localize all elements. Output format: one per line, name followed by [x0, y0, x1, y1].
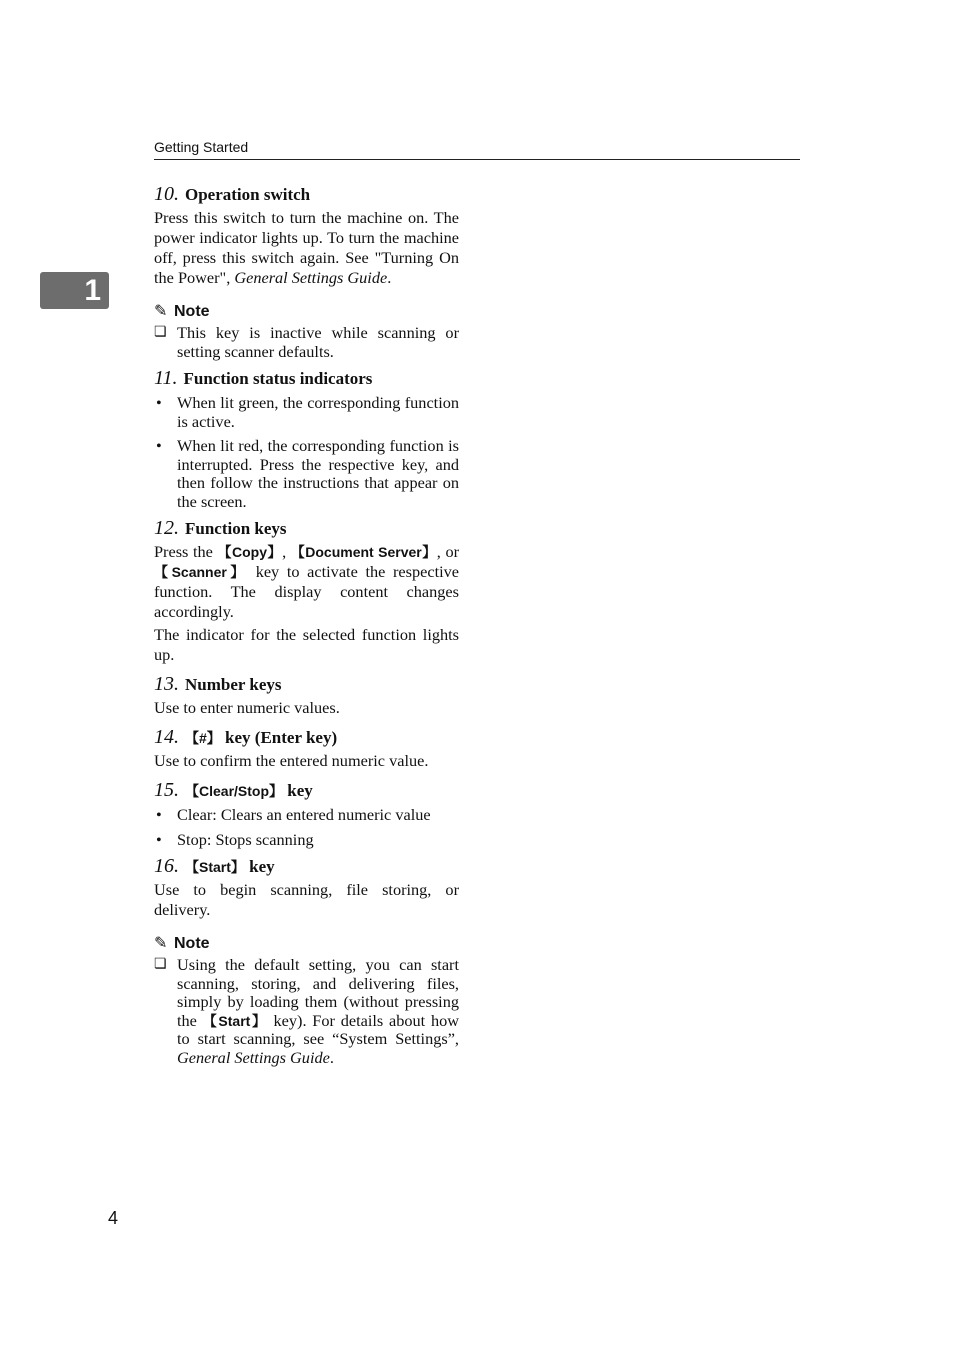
scanner-key-label: 【Scanner】	[154, 564, 249, 580]
list-item: • When lit red, the corresponding function is interrupted. Press the respective key, and then follow the instructions that appear on the screen.	[156, 436, 459, 511]
clear-stop-key-label: 【Clear/Stop】	[185, 783, 284, 799]
bullet-icon: •	[156, 805, 162, 824]
pencil-note-icon: ✎	[154, 303, 168, 320]
list-item: • When lit green, the corresponding function is active.	[156, 393, 459, 431]
section-number: 10.	[154, 183, 179, 205]
note-list	[154, 956, 459, 1067]
guide-reference: General Settings Guide	[177, 1047, 330, 1067]
bullet-icon: •	[156, 436, 162, 455]
section-title: Operation switch	[185, 185, 311, 204]
section-body-12b: The indicator for the selected function lights up.	[154, 625, 459, 664]
document-server-key-label: 【Document Server】	[290, 544, 437, 560]
guide-reference: General Settings Guide	[234, 268, 388, 287]
section-body-12: Press the 【Copy】, 【Document Server】, or 【Scanner】 key to activate the respective function. The display content changes accordingly.	[154, 542, 460, 621]
main-column	[154, 183, 459, 1067]
bullet-icon: •	[156, 829, 162, 849]
checkbox-bullet-icon: ❏	[154, 325, 167, 340]
bullet-list	[154, 394, 459, 511]
copy-key-label: 【Copy】	[217, 544, 283, 560]
section-heading-15: 15. 【Clear/Stop】 key	[154, 779, 313, 801]
section-heading-10	[154, 183, 459, 206]
note-item: ❏ Using the default setting, you can start scanning, storing, and delivering files, simply by loading them (without pressing the 【Start】 key). For details about how to start scanning, see “System Settings”, General Settings Guide.	[154, 955, 459, 1067]
chapter-tab: 1	[40, 272, 109, 309]
pencil-note-icon: ✎	[154, 935, 168, 952]
section-heading-12: 12. Function keys	[154, 517, 287, 539]
section-heading-11: 11. Function status indicators	[154, 367, 373, 389]
bullet-icon: •	[156, 393, 162, 412]
section-body-14: Use to confirm the entered numeric value.	[154, 751, 429, 770]
note-list	[154, 324, 459, 361]
note-heading: ✎ Note	[154, 303, 210, 320]
section-body-10: Press this switch to turn the machine on. The power indicator lights up. To turn the machine off, press this switch again. See "Turning On the Power", General Settings Guide.	[154, 208, 459, 287]
start-key-label: 【Start】	[202, 1012, 268, 1029]
running-title: Getting Started	[154, 139, 249, 155]
section-heading-14: 14. 【#】 key (Enter key)	[154, 726, 338, 748]
checkbox-bullet-icon: ❏	[154, 957, 167, 972]
section-body-13: Use to enter numeric values.	[154, 698, 340, 717]
section-heading-13: 13. Number keys	[154, 673, 282, 695]
list-item: • Clear: Clears an entered numeric value	[156, 805, 431, 824]
running-header	[154, 139, 800, 160]
bullet-list	[154, 806, 459, 849]
list-item: • Stop: Stops scanning	[156, 829, 314, 849]
section-heading-16: 16. 【Start】 key	[154, 855, 275, 877]
enter-key-label: 【#】	[185, 730, 221, 746]
note-item: ❏ This key is inactive while scanning or setting scanner defaults.	[154, 323, 459, 361]
section-body-16: Use to begin scanning, file storing, or delivery.	[154, 880, 459, 919]
note-heading: ✎ Note	[154, 935, 210, 952]
start-key-label: 【Start】	[185, 859, 245, 875]
page-number: 4	[108, 1208, 119, 1228]
